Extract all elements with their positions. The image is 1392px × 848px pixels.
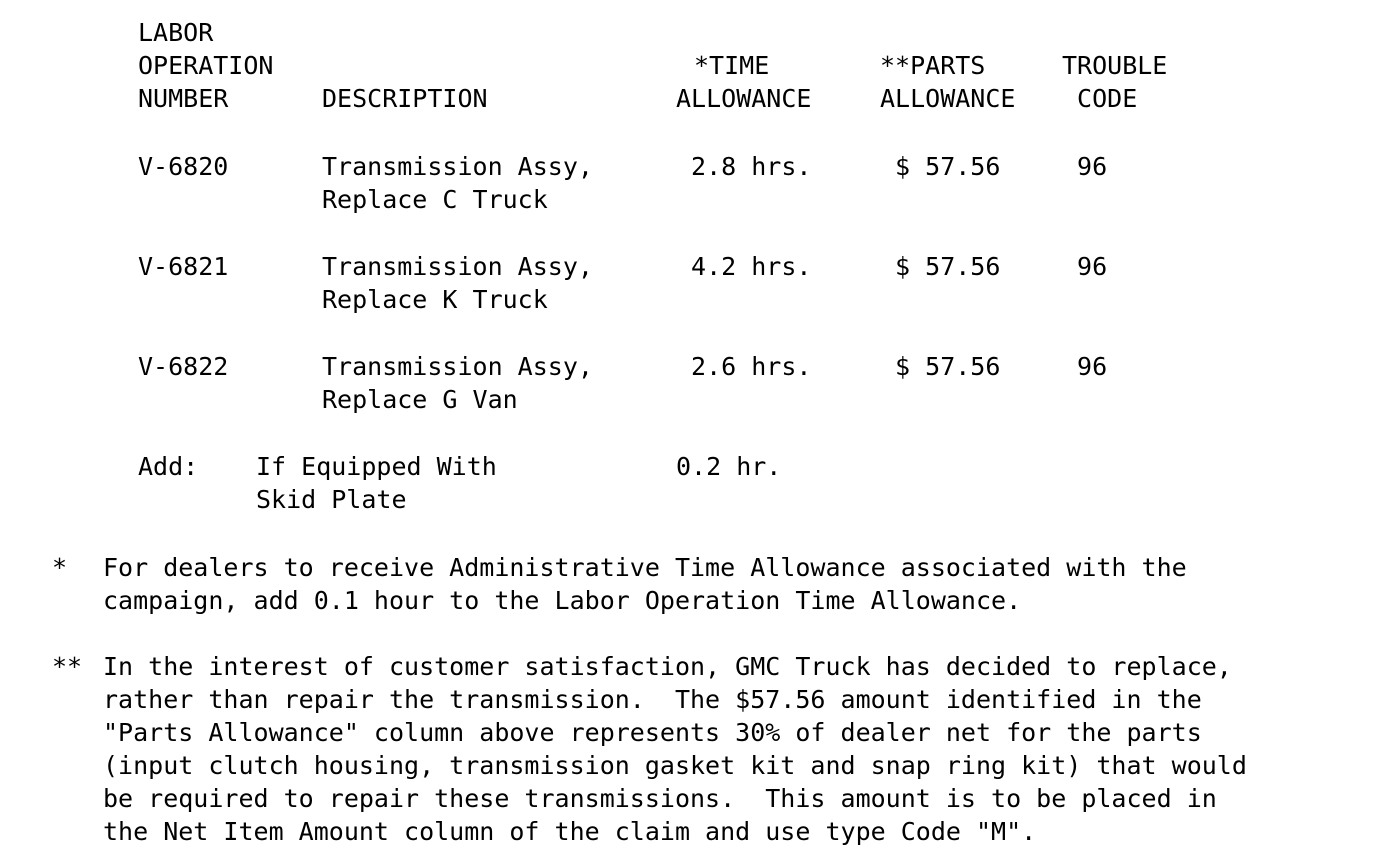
header-parts-2: ALLOWANCE: [880, 84, 1016, 113]
time-allowance: 4.2 hrs.: [676, 252, 812, 281]
header-trouble-1: TROUBLE: [1062, 51, 1168, 80]
description-line-2: Replace G Van: [322, 385, 518, 414]
add-description-line-1: If Equipped With: [256, 452, 497, 481]
time-allowance: 2.8 hrs.: [676, 152, 812, 181]
header-labor-op-3: NUMBER: [138, 84, 229, 113]
footnote-line: rather than repair the transmission. The $57.56 amount identified in the: [103, 685, 1202, 714]
parts-allowance: $ 57.56: [880, 352, 1001, 381]
footnote-line: campaign, add 0.1 hour to the Labor Operation Time Allowance.: [103, 586, 1022, 615]
description-line-2: Replace K Truck: [322, 285, 548, 314]
trouble-code: 96: [1062, 152, 1108, 181]
header-labor-op-1: LABOR: [138, 18, 214, 47]
header-description: DESCRIPTION: [322, 84, 488, 113]
description-line-1: Transmission Assy,: [322, 352, 593, 381]
footnote-line: the Net Item Amount column of the claim and use type Code "M".: [103, 817, 1037, 846]
labor-op-number: V-6822: [138, 352, 229, 381]
footnote-line: be required to repair these transmissions. This amount is to be placed in: [103, 784, 1217, 813]
footnote-marker: **: [52, 652, 83, 681]
footnote-line: (input clutch housing, transmission gasket kit and snap ring kit) that would: [103, 751, 1247, 780]
header-trouble-2: CODE: [1062, 84, 1138, 113]
footnote-line: "Parts Allowance" column above represents 30% of dealer net for the parts: [103, 718, 1202, 747]
add-time-allowance: 0.2 hr.: [676, 452, 782, 481]
description-line-1: Transmission Assy,: [322, 252, 593, 281]
footnote-marker: *: [52, 553, 68, 582]
labor-op-number: V-6821: [138, 252, 229, 281]
parts-allowance: $ 57.56: [880, 252, 1001, 281]
add-description-line-2: Skid Plate: [256, 485, 407, 514]
add-label: Add:: [138, 452, 199, 481]
footnote-line: For dealers to receive Administrative Time Allowance associated with the: [103, 553, 1187, 582]
trouble-code: 96: [1062, 352, 1108, 381]
parts-allowance: $ 57.56: [880, 152, 1001, 181]
labor-op-number: V-6820: [138, 152, 229, 181]
description-line-2: Replace C Truck: [322, 185, 548, 214]
header-parts-1: **PARTS: [880, 51, 986, 80]
header-time-1: *TIME: [694, 51, 770, 80]
description-line-1: Transmission Assy,: [322, 152, 593, 181]
header-time-2: ALLOWANCE: [676, 84, 812, 113]
footnote-line: In the interest of customer satisfaction, GMC Truck has decided to replace,: [103, 652, 1232, 681]
time-allowance: 2.6 hrs.: [676, 352, 812, 381]
header-labor-op-2: OPERATION: [138, 51, 274, 80]
trouble-code: 96: [1062, 252, 1108, 281]
